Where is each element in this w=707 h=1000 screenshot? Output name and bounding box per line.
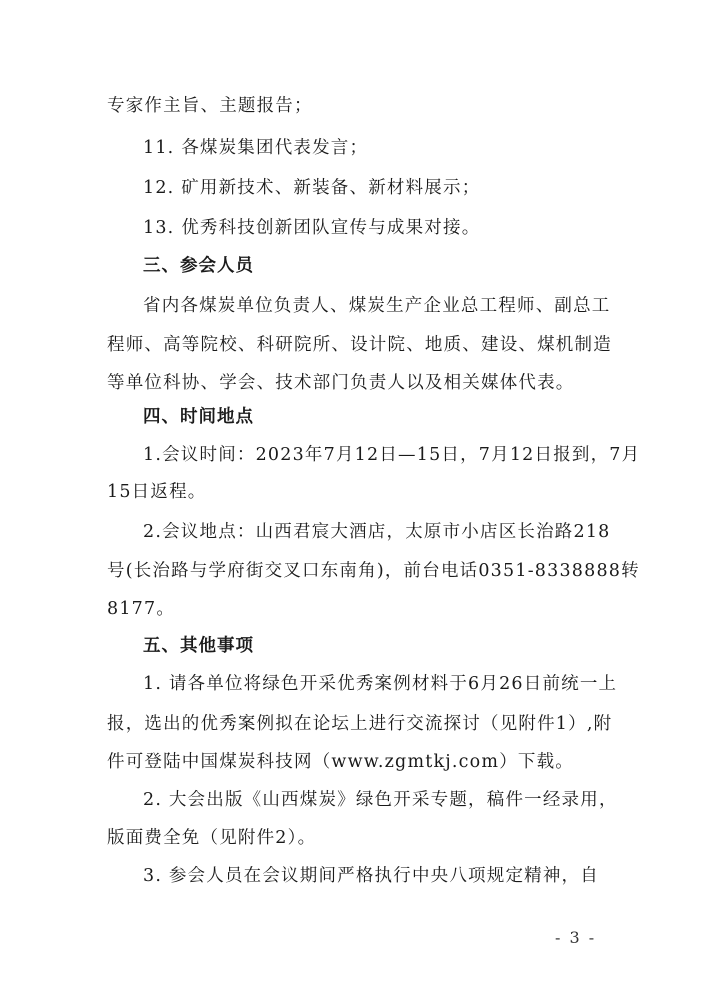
text-line-item1-3: 件可登陆中国煤炭科技网（www.zgmtkj.com）下载。 [107,752,574,772]
text-line-agenda-10-cont: 专家作主旨、主题报告； [107,96,313,116]
text-line-meeting-place-2: 号(长治路与学府街交叉口东南角)，前台电话0351-8338888转 [107,561,640,581]
text-line-agenda-11: 11. 各煤炭集团代表发言； [143,138,369,158]
text-line-item3-1: 3. 参会人员在会议期间严格执行中央八项规定精神，自 [143,866,599,886]
text-line-participants-1: 省内各煤炭单位负责人、煤炭生产企业总工程师、副总工 [143,296,611,316]
section-heading-time-place: 四、时间地点 [143,407,254,427]
text-line-item2-1: 2. 大会出版《山西煤炭》绿色开采专题，稿件一经录用， [143,790,618,810]
text-line-item1-2: 报，选出的优秀案例拟在论坛上进行交流探讨（见附件1）,附 [107,714,613,734]
text-line-item1-1: 1. 请各单位将绿色开采优秀案例材料于6月26日前统一上 [143,674,618,694]
text-line-meeting-place-1: 2.会议地点：山西君宸大酒店，太原市小店区长治路218 [143,522,611,542]
text-line-participants-2: 程师、高等院校、科研院所、设计院、地质、建设、煤机制造 [107,335,612,355]
text-line-participants-3: 等单位科协、学会、技术部门负责人以及相关媒体代表。 [107,373,575,393]
text-line-meeting-time-1: 1.会议时间：2023年7月12日—15日，7月12日报到，7月 [143,445,641,465]
section-heading-other-items: 五、其他事项 [143,636,254,656]
text-line-meeting-time-2: 15日返程。 [107,482,207,502]
section-heading-participants: 三、参会人员 [143,256,254,276]
text-line-agenda-13: 13. 优秀科技创新团队宣传与成果对接。 [143,218,481,238]
page-number: - 3 - [555,928,597,947]
text-line-agenda-12: 12. 矿用新技术、新装备、新材料展示； [143,178,481,198]
text-line-meeting-place-3: 8177。 [107,599,176,619]
text-line-item2-2: 版面费全免（见附件2）。 [107,828,317,848]
